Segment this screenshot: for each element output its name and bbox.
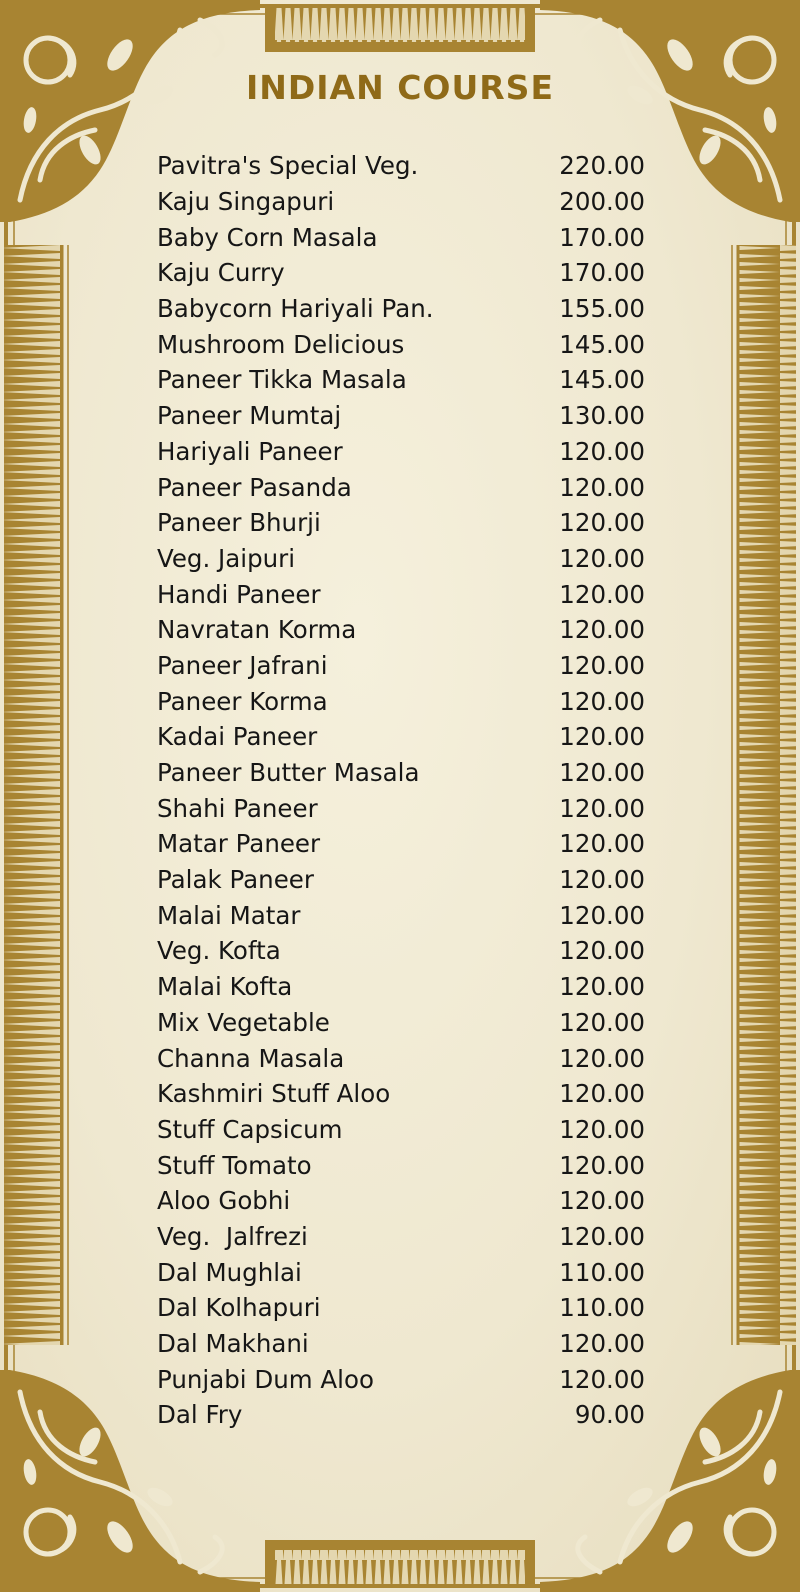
menu-item — [157, 1076, 645, 1112]
menu-item — [157, 469, 645, 505]
item-name: Dal Makhani — [157, 1329, 309, 1359]
item-name: Paneer Tikka Masala — [157, 365, 407, 395]
menu-item — [157, 434, 645, 470]
item-name: Paneer Korma — [157, 686, 328, 716]
item-name: Navratan Korma — [157, 615, 357, 645]
menu-item — [157, 862, 645, 898]
item-name: Paneer Mumtaj — [157, 401, 342, 431]
item-name: Kaju Curry — [157, 258, 285, 288]
item-name: Palak Paneer — [157, 865, 314, 895]
menu-item — [157, 291, 645, 327]
menu-item — [157, 505, 645, 541]
item-name: Stuff Capsicum — [157, 1114, 343, 1144]
item-price: 90.00 — [574, 1400, 645, 1430]
item-name: Veg. Jalfrezi — [157, 1221, 308, 1251]
item-price: 145.00 — [559, 329, 645, 359]
menu-item — [157, 755, 645, 791]
item-price: 120.00 — [559, 1007, 645, 1037]
item-name: Baby Corn Masala — [157, 222, 378, 252]
item-price: 120.00 — [559, 865, 645, 895]
page-title: INDIAN COURSE — [245, 68, 554, 107]
item-price: 120.00 — [559, 793, 645, 823]
menu-item — [157, 1361, 645, 1397]
item-name: Malai Matar — [157, 900, 301, 930]
item-price: 120.00 — [559, 1364, 645, 1394]
item-price: 220.00 — [559, 151, 645, 181]
menu-item — [157, 326, 645, 362]
item-name: Stuff Tomato — [157, 1150, 312, 1180]
item-name: Dal Fry — [157, 1400, 243, 1430]
item-price: 120.00 — [559, 900, 645, 930]
menu-item — [157, 1112, 645, 1148]
item-price: 120.00 — [559, 543, 645, 573]
menu-item — [157, 148, 645, 184]
menu-item — [157, 1290, 645, 1326]
item-name: Dal Mughlai — [157, 1257, 302, 1287]
item-name: Paneer Butter Masala — [157, 758, 420, 788]
item-name: Veg. Jaipuri — [157, 543, 296, 573]
item-name: Hariyali Paneer — [157, 436, 343, 466]
item-name: Shahi Paneer — [157, 793, 318, 823]
item-price: 170.00 — [559, 222, 645, 252]
item-price: 120.00 — [559, 1079, 645, 1109]
item-price: 120.00 — [559, 758, 645, 788]
item-price: 120.00 — [559, 972, 645, 1002]
menu-item — [157, 719, 645, 755]
item-price: 120.00 — [559, 829, 645, 859]
menu-item — [157, 362, 645, 398]
menu-item — [157, 1147, 645, 1183]
item-price: 120.00 — [559, 508, 645, 538]
item-name: Paneer Bhurji — [157, 508, 321, 538]
menu-item — [157, 255, 645, 291]
item-price: 120.00 — [559, 686, 645, 716]
item-name: Punjabi Dum Aloo — [157, 1364, 374, 1394]
item-price: 120.00 — [559, 1043, 645, 1073]
item-price: 130.00 — [559, 401, 645, 431]
item-name: Paneer Pasanda — [157, 472, 352, 502]
menu-item — [157, 1219, 645, 1255]
menu-item — [157, 184, 645, 220]
menu-item — [157, 897, 645, 933]
item-name: Pavitra's Special Veg. — [157, 151, 419, 181]
menu-item — [157, 790, 645, 826]
menu-list — [157, 148, 645, 1433]
item-price: 110.00 — [559, 1293, 645, 1323]
menu-item — [157, 398, 645, 434]
item-name: Kaju Singapuri — [157, 187, 335, 217]
item-name: Kadai Paneer — [157, 722, 318, 752]
item-name: Matar Paneer — [157, 829, 321, 859]
menu-item — [157, 648, 645, 684]
item-name: Babycorn Hariyali Pan. — [157, 294, 434, 324]
item-name: Channa Masala — [157, 1043, 345, 1073]
item-price: 120.00 — [559, 1221, 645, 1251]
item-price: 120.00 — [559, 650, 645, 680]
item-price: 155.00 — [559, 294, 645, 324]
menu-item — [157, 1040, 645, 1076]
item-price: 120.00 — [559, 1150, 645, 1180]
item-price: 145.00 — [559, 365, 645, 395]
item-name: Handi Paneer — [157, 579, 321, 609]
item-name: Dal Kolhapuri — [157, 1293, 321, 1323]
menu-item — [157, 576, 645, 612]
item-price: 200.00 — [559, 187, 645, 217]
item-price: 120.00 — [559, 936, 645, 966]
item-price: 120.00 — [559, 1329, 645, 1359]
menu-item — [157, 612, 645, 648]
item-price: 120.00 — [559, 579, 645, 609]
item-price: 120.00 — [559, 1186, 645, 1216]
menu-item — [157, 219, 645, 255]
item-price: 120.00 — [559, 1114, 645, 1144]
menu-item — [157, 541, 645, 577]
menu-item — [157, 1183, 645, 1219]
item-price: 120.00 — [559, 436, 645, 466]
item-price: 120.00 — [559, 722, 645, 752]
item-name: Malai Kofta — [157, 972, 293, 1002]
menu-item — [157, 1326, 645, 1362]
menu-item — [157, 969, 645, 1005]
item-price: 120.00 — [559, 615, 645, 645]
item-price: 170.00 — [559, 258, 645, 288]
menu-item — [157, 683, 645, 719]
menu-item — [157, 933, 645, 969]
item-name: Mix Vegetable — [157, 1007, 330, 1037]
menu-item — [157, 826, 645, 862]
item-price: 110.00 — [559, 1257, 645, 1287]
item-name: Paneer Jafrani — [157, 650, 328, 680]
menu-item — [157, 1397, 645, 1433]
item-name: Veg. Kofta — [157, 936, 281, 966]
menu-item — [157, 1254, 645, 1290]
item-name: Mushroom Delicious — [157, 329, 405, 359]
menu-item — [157, 1005, 645, 1041]
item-name: Aloo Gobhi — [157, 1186, 291, 1216]
item-price: 120.00 — [559, 472, 645, 502]
item-name: Kashmiri Stuff Aloo — [157, 1079, 391, 1109]
